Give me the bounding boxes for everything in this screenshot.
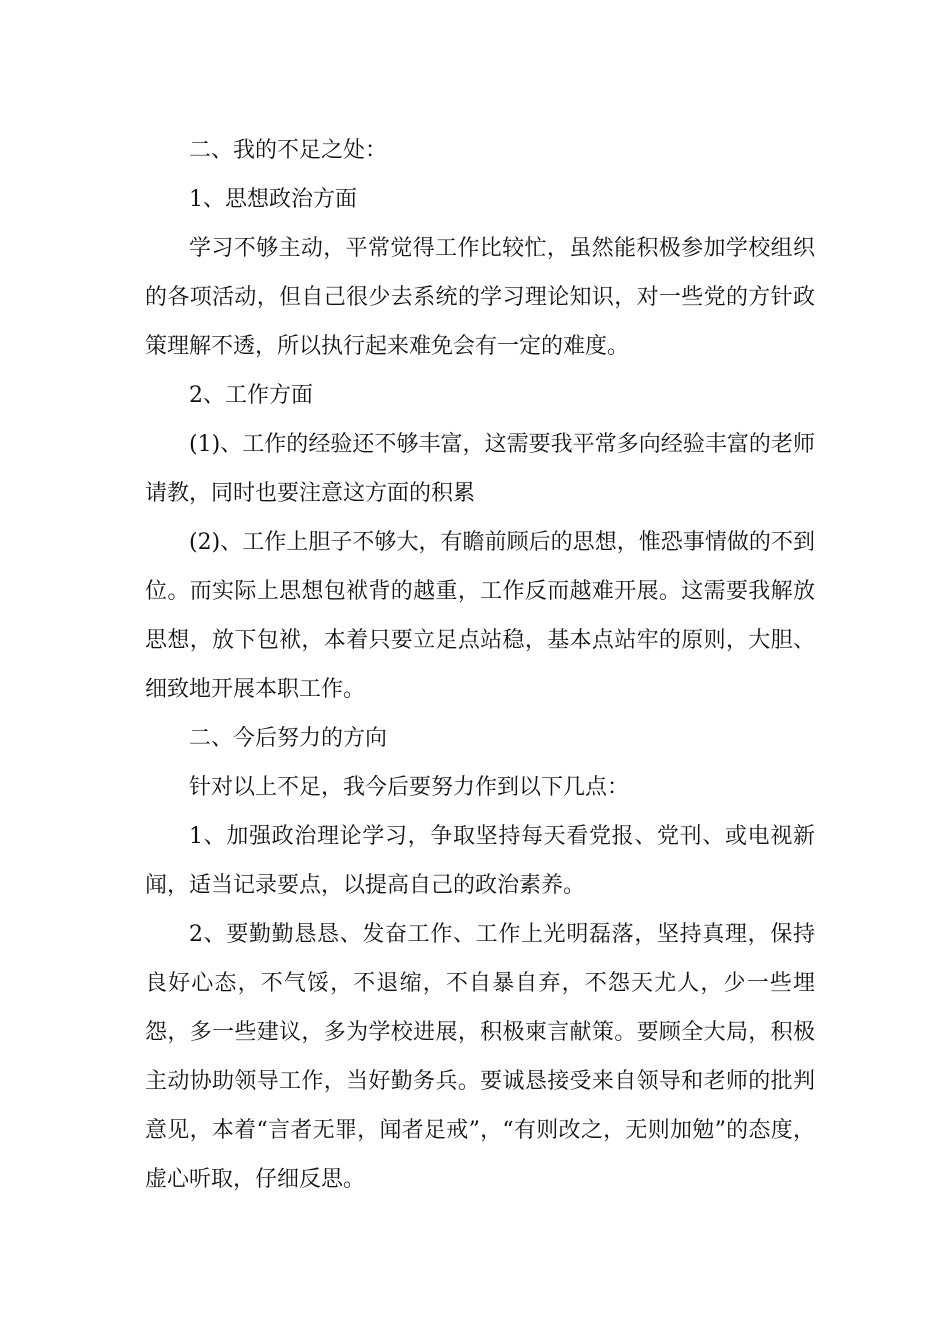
subheading-political-thought: 1、思想政治方面 (189, 187, 357, 212)
paragraph-point-1: 1、加强政治理论学习，争取坚持每天看党报、党刊、或电视新闻，适当记录要点，以提高自己的政治素养。 (145, 824, 815, 898)
section-heading-direction: 二、今后努力的方向 (189, 726, 388, 751)
subheading-work: 2、工作方面 (189, 383, 313, 408)
paragraph-courage: (2)、工作上胆子不够大，有瞻前顾后的思想，惟恐事情做的不到位。而实际上思想包袱背的越重，工作反而越难开展。这需要我解放思想，放下包袱，本着只要立足点站稳，基本点站牢的原则，大胆、细致地开展本职工作。 (145, 530, 815, 702)
paragraph-point-2: 2、要勤勤恳恳、发奋工作、工作上光明磊落，坚持真理，保持良好心态，不气馁，不退缩，不自暴自弃，不怨天尤人，少一些埋怨，多一些建议，多为学校进展，积极柬言献策。要顾全大局，积极主动协助领导工作，当好勤务兵。要诚恳接受来自领导和老师的批判意见，本着“言者无罪，闻者足戒”，“有则改之，无则加勉”的态度，虚心听取，仔细反思。 (145, 922, 815, 1192)
paragraph-experience: (1)、工作的经验还不够丰富，这需要我平常多向经验丰富的老师请教，同时也要注意这方面的积累 (145, 432, 815, 506)
paragraph-study: 学习不够主动，平常觉得工作比较忙，虽然能积极参加学校组织的各项活动，但自己很少去系统的学习理论知识，对一些党的方针政策理解不透，所以执行起来难免会有一定的难度。 (145, 236, 815, 359)
paragraph-intro-points: 针对以上不足，我今后要努力作到以下几点： (189, 775, 630, 800)
section-heading-shortcomings: 二、我的不足之处： (189, 138, 388, 163)
document-body (145, 126, 815, 1204)
